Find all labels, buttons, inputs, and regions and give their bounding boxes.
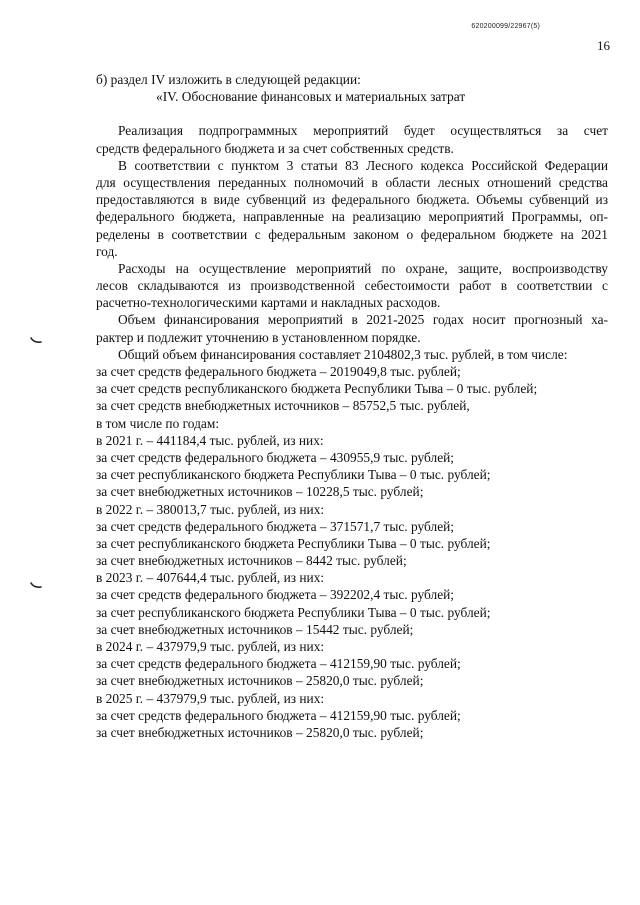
year-line: за счет внебюджетных источников – 8442 тыс. рублей;	[96, 553, 407, 569]
funding-line: за счет средств республиканского бюджета Республики Тыва – 0 тыс. рублей;	[96, 381, 538, 397]
paragraph-line: рактер и подлежит уточнению в установленном порядке.	[96, 329, 421, 345]
paragraph-line: для осуществления переданных полномочий в области лесных отношений средства	[96, 174, 608, 190]
year-line: в 2025 г. – 437979,9 тыс. рублей, из них:	[96, 690, 325, 706]
funding-line: в том числе по годам:	[96, 415, 220, 431]
paragraph-line: лесов складываются из производственной себестоимости работ в соответствии с	[96, 278, 608, 294]
year-line: за счет республиканского бюджета Республики Тыва – 0 тыс. рублей;	[96, 535, 491, 551]
year-line: за счет внебюджетных источников – 25820,0 тыс. рублей;	[96, 673, 424, 689]
year-line: за счет средств федерального бюджета – 430955,9 тыс. рублей;	[96, 449, 455, 465]
intro-line: б) раздел IV изложить в следующей редакции:	[96, 72, 361, 87]
paragraph-line: год.	[96, 243, 118, 259]
year-line: за счет республиканского бюджета Республики Тыва – 0 тыс. рублей;	[96, 604, 491, 620]
paragraph-line: федерального бюджета, направленные на реализацию мероприятий Программы, оп-	[96, 209, 608, 225]
paragraph-line: расчетно-технологическими картами и накладных расходов.	[96, 295, 441, 311]
year-line: за счет внебюджетных источников – 10228,5 тыс. рублей;	[96, 484, 424, 500]
paragraph-line: предоставляются в виде субвенций из федерального бюджета. Объемы субвенций из	[96, 192, 608, 208]
paragraph-gap	[96, 105, 608, 122]
year-line: за счет внебюджетных источников – 15442 тыс. рублей;	[96, 621, 414, 637]
year-line: в 2021 г. – 441184,4 тыс. рублей, из них:	[96, 432, 324, 448]
funding-line: за счет средств федерального бюджета – 2019049,8 тыс. рублей;	[96, 364, 461, 379]
paragraph-line: Реализация подпрограммных мероприятий будет осуществляться за счет	[118, 123, 608, 139]
paragraph-line: В соответствии с пунктом 3 статьи 83 Лесного кодекса Российской Федерации	[118, 157, 608, 173]
funding-line: за счет средств внебюджетных источников – 85752,5 тыс. рублей,	[96, 398, 470, 414]
year-line: за счет средств федерального бюджета – 412159,90 тыс. рублей;	[96, 707, 461, 723]
year-line: за счет средств федерального бюджета – 371571,7 тыс. рублей;	[96, 518, 455, 534]
year-line: за счет республиканского бюджета Республики Тыва – 0 тыс. рублей;	[96, 467, 491, 483]
year-line: в 2024 г. – 437979,9 тыс. рублей, из них:	[96, 639, 325, 654]
year-line: в 2022 г. – 380013,7 тыс. рублей, из них:	[96, 501, 325, 517]
paragraph-line: ределены в соответствии с федеральным законом о федеральном бюджете на 2021	[96, 226, 608, 242]
document-body	[96, 71, 608, 741]
funding-line: Общий объем финансирования составляет 2104802,3 тыс. рублей, в том числе:	[118, 346, 568, 362]
margin-mark	[30, 582, 42, 590]
paragraph-line: Расходы на осуществление мероприятий по охране, защите, воспроизводству	[118, 260, 608, 276]
year-line: за счет внебюджетных источников – 25820,0 тыс. рублей;	[96, 724, 424, 740]
document-code: 620200099/22967(5)	[471, 23, 540, 30]
year-line: в 2023 г. – 407644,4 тыс. рублей, из них:	[96, 570, 325, 586]
page-number: 16	[597, 38, 610, 53]
margin-mark	[30, 337, 42, 345]
paragraph-line: Объем финансирования мероприятий в 2021-2025 годах носит прогнозный ха-	[118, 312, 608, 328]
paragraph-line: средств федерального бюджета и за счет собственных средств.	[96, 140, 454, 156]
section-heading: «IV. Обоснование финансовых и материальных затрат	[156, 89, 466, 105]
year-line: за счет средств федерального бюджета – 392202,4 тыс. рублей;	[96, 587, 455, 603]
year-line: за счет средств федерального бюджета – 412159,90 тыс. рублей;	[96, 656, 461, 672]
